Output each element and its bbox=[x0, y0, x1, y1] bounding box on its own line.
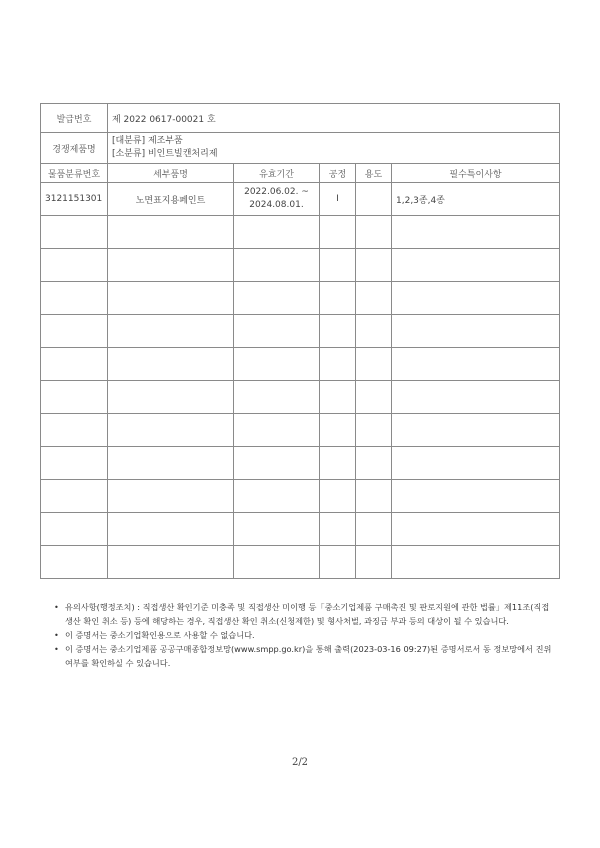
cell-special-notes: 1,2,3종,4종 bbox=[392, 183, 560, 216]
empty-row bbox=[41, 480, 560, 513]
validity-start: 2022.06.02. ~ bbox=[244, 187, 309, 197]
empty-row bbox=[41, 216, 560, 249]
note-item bbox=[54, 600, 554, 628]
issue-number-row bbox=[41, 104, 560, 133]
issue-number-label: 발급번호 bbox=[41, 104, 108, 133]
note-item bbox=[54, 642, 554, 670]
bullet-icon: • bbox=[54, 602, 59, 612]
empty-row bbox=[41, 447, 560, 480]
empty-row bbox=[41, 546, 560, 579]
certificate-table-area bbox=[40, 103, 559, 579]
empty-row bbox=[41, 513, 560, 546]
empty-row bbox=[41, 348, 560, 381]
category-major: [대분류] 제조부품 bbox=[112, 136, 183, 146]
page-number: 2/2 bbox=[291, 757, 309, 768]
cell-usage bbox=[356, 183, 392, 216]
empty-row bbox=[41, 315, 560, 348]
note-text: 이 증명서는 중소기업확인용으로 사용할 수 없습니다. bbox=[65, 630, 255, 640]
competitive-product-value bbox=[108, 133, 560, 164]
col-product-code: 물품분류번호 bbox=[41, 164, 108, 183]
certificate-header-table bbox=[40, 103, 560, 579]
cell-process: I bbox=[320, 183, 356, 216]
col-process: 공정 bbox=[320, 164, 356, 183]
empty-row bbox=[41, 381, 560, 414]
competitive-product-row bbox=[41, 133, 560, 164]
col-special-notes: 필수특이사항 bbox=[392, 164, 560, 183]
issue-number-value: 제 2022 0617-00021 호 bbox=[108, 104, 560, 133]
note-text: 이 증명서는 중소기업제품 공공구매종합정보망(www.smpp.go.kr)을 통해 출력(2023-03-16 09:27)된 증명서로서 동 정보망에서 진위여부를 확인하실 수 있습니다. bbox=[65, 644, 552, 668]
col-usage: 용도 bbox=[356, 164, 392, 183]
note-text: 유의사항(행정조치) : 직접생산 확인기준 미충족 및 직접생산 미이행 등「중소기업제품 구매촉진 및 판로지원에 관한 법률」제11조(직접생산 확인 취소 등) 등에 해당하는 경우, 직접생산 확인 취소(신청제한) 및 형사처벌, 과징금 부과 등의 대상이 될 수 있습니다. bbox=[65, 602, 550, 626]
cell-validity bbox=[234, 183, 320, 216]
col-validity: 유효기간 bbox=[234, 164, 320, 183]
bullet-icon: • bbox=[54, 630, 59, 640]
empty-row bbox=[41, 414, 560, 447]
cell-item-name: 노면표지용페인트 bbox=[108, 183, 234, 216]
category-minor: [소분류] 비인트빌캔처리제 bbox=[112, 149, 218, 159]
table-row bbox=[41, 183, 560, 216]
notes-section bbox=[54, 600, 554, 670]
empty-row bbox=[41, 282, 560, 315]
empty-row bbox=[41, 249, 560, 282]
column-header-row bbox=[41, 164, 560, 183]
competitive-product-label: 경쟁제품명 bbox=[41, 133, 108, 164]
col-item-name: 세부품명 bbox=[108, 164, 234, 183]
cell-product-code: 3121151301 bbox=[41, 183, 108, 216]
bullet-icon: • bbox=[54, 644, 59, 654]
validity-end: 2024.08.01. bbox=[249, 200, 304, 210]
note-item bbox=[54, 628, 554, 642]
